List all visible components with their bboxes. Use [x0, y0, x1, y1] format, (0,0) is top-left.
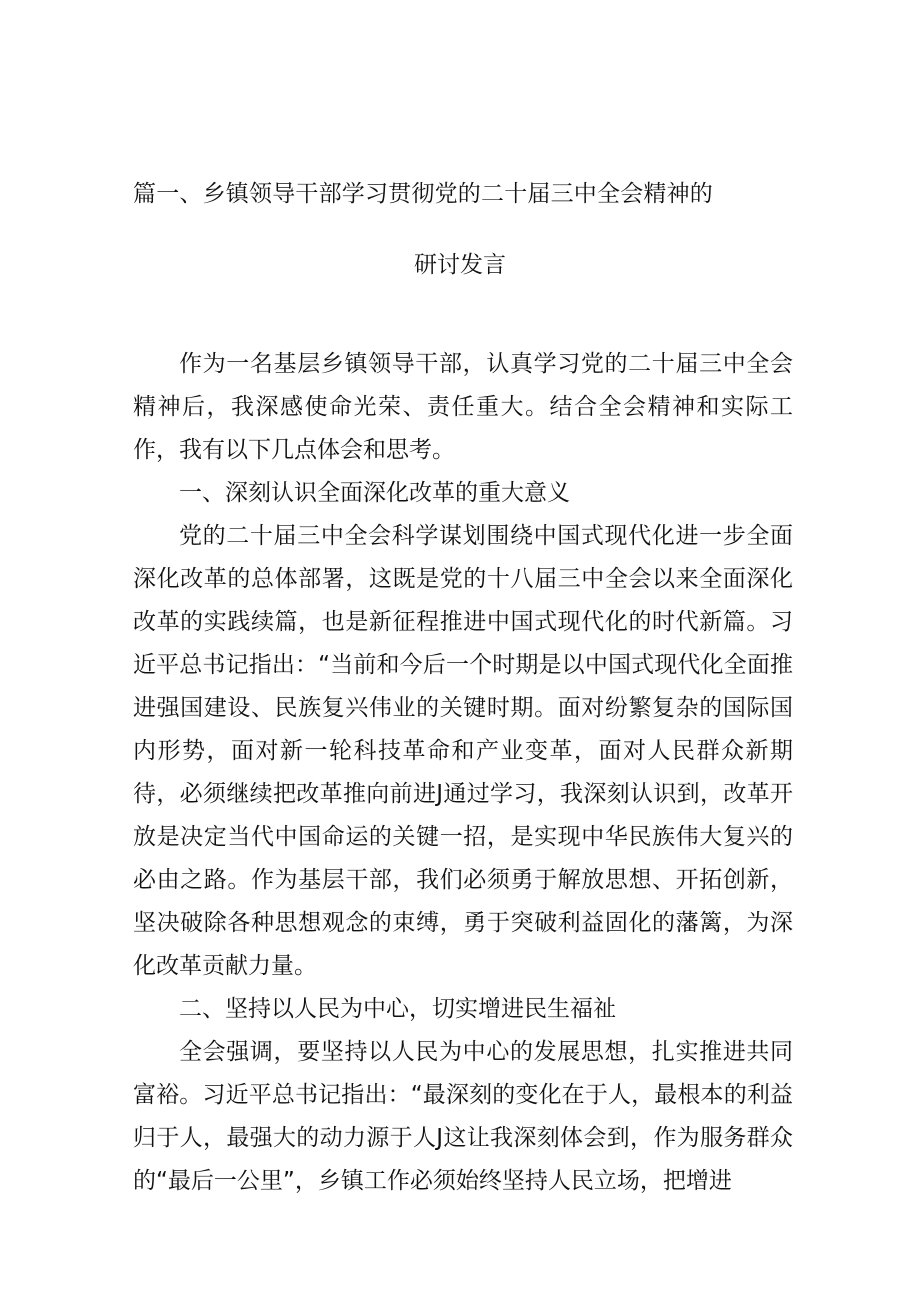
section-heading-2: 二、坚持以人民为中心，切实增进民生福祉	[179, 996, 616, 1022]
document-title-line-1: 篇一、乡镇领导干部学习贯彻党的二十届三中全会精神的	[133, 181, 713, 207]
section-2-paragraph: 全会强调，要坚持以人民为中心的发展思想，扎实推进共同富裕。习近平总书记指出：“最深刻的变化在于人，最根本的利益归于人，最强大的动力源于人J这让我深刻体会到，作为服务群众的“最后一公里”，乡镇工作必须始终坚持人民立场，把增进	[133, 1039, 793, 1194]
intro-paragraph: 作为一名基层乡镇领导干部，认真学习党的二十届三中全会精神后，我深感使命光荣、责任重大。结合全会精神和实际工作，我有以下几点体会和思考。	[133, 351, 793, 463]
section-heading-1: 一、深刻认识全面深化改革的重大意义	[179, 480, 570, 506]
section-1-paragraph: 党的二十届三中全会科学谋划围绕中国式现代化进一步全面深化改革的总体部署，这既是党的十八届三中全会以来全面深化改革的实践续篇，也是新征程推进中国式现代化的时代新篇。习近平总书记指出：“当前和今后一个时期是以中国式现代化全面推进强国建设、民族复兴伟业的关键时期。面对纷繁复杂的国际国内形势，面对新一轮科技革命和产业变革，面对人民群众新期待，必须继续把改革推向前进J通过学习，我深刻认识到，改革开放是决定当代中国命运的关键一招，是实现中华民族伟大复兴的必由之路。作为基层干部，我们必须勇于解放思想、开拓创新，坚决破除各种思想观念的束缚，勇于突破利益固化的藩篱，为深化改革贡献力量。	[133, 523, 793, 979]
document-title-line-2: 研讨发言	[414, 252, 506, 278]
document-body	[133, 343, 793, 1203]
